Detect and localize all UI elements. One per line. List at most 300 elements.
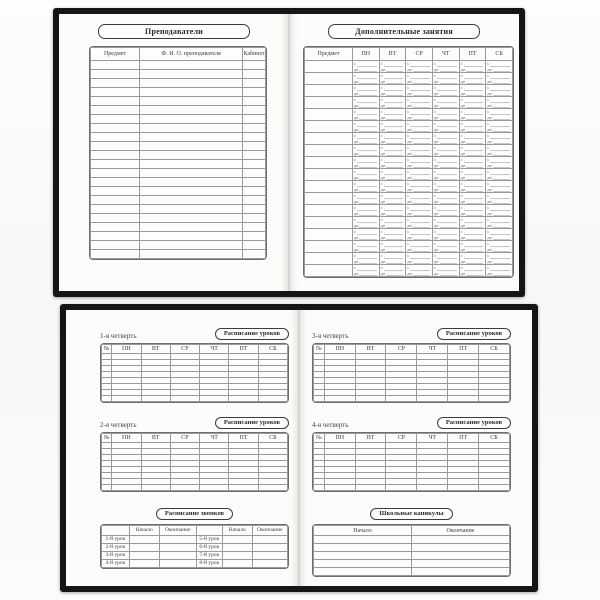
day-time-cell: [406, 85, 433, 97]
empty-cell: [140, 142, 243, 151]
empty-cell: [243, 196, 266, 205]
time-write-in-line: [406, 151, 432, 157]
write-in-rule: [466, 71, 483, 72]
time-label: с: [433, 85, 436, 90]
quarter-4-section: [312, 417, 511, 492]
write-in-rule: [493, 263, 510, 264]
write-in-rule: [359, 227, 376, 228]
day-time-cell: [432, 241, 459, 253]
empty-cell: [140, 79, 243, 88]
write-in-rule: [359, 203, 376, 204]
write-in-rule: [410, 210, 430, 211]
time-write-in-line: [380, 109, 406, 115]
day-time-cell: [432, 181, 459, 193]
write-in-rule: [493, 107, 510, 108]
time-write-in-line: [353, 103, 379, 109]
time-label: с: [407, 85, 410, 90]
time-write-in-line: [433, 97, 459, 103]
time-label: с: [433, 193, 436, 198]
table-row: [91, 223, 266, 232]
day-time-cell: [406, 253, 433, 265]
empty-cell: [243, 160, 266, 169]
time-write-in-line: [406, 271, 432, 277]
empty-cell: [412, 536, 510, 544]
holidays-title-box: [312, 502, 511, 520]
time-write-in-line: [406, 67, 432, 73]
empty-cell: [140, 133, 243, 142]
time-label: с: [460, 253, 463, 258]
write-in-rule: [464, 66, 484, 67]
write-in-rule: [384, 222, 404, 223]
empty-cell: [91, 142, 140, 151]
quarter-2-table: [101, 433, 288, 491]
day-time-cell: [379, 133, 406, 145]
time-write-in-line: [460, 265, 486, 271]
day-time-cell: [406, 241, 433, 253]
column-header: Начало: [129, 526, 159, 536]
empty-cell: [91, 79, 140, 88]
write-in-rule: [493, 131, 510, 132]
time-write-in-line: [460, 139, 486, 145]
time-label: до: [353, 234, 359, 240]
time-label: с: [487, 253, 490, 258]
time-write-in-line: [406, 79, 432, 85]
time-label: с: [380, 85, 383, 90]
write-in-rule: [410, 186, 430, 187]
extra-classes-title-box: [328, 24, 480, 39]
time-write-in-line: [460, 61, 486, 67]
write-in-rule: [357, 162, 377, 163]
time-label: до: [380, 66, 386, 72]
time-label: до: [380, 198, 386, 204]
empty-cell: [355, 485, 386, 491]
write-in-rule: [490, 138, 510, 139]
time-write-in-line: [486, 169, 512, 175]
empty-cell: [91, 241, 140, 250]
empty-cell: [140, 214, 243, 223]
time-write-in-line: [353, 115, 379, 121]
table-row: [102, 552, 288, 560]
write-in-rule: [437, 198, 457, 199]
time-write-in-line: [433, 163, 459, 169]
empty-cell: [252, 552, 287, 560]
time-label: с: [353, 109, 356, 114]
empty-cell: [159, 544, 196, 552]
time-label: до: [487, 198, 492, 204]
time-write-in-line: [406, 133, 432, 139]
lesson-label-cell: 5-й урок: [196, 536, 222, 544]
time-label: до: [407, 138, 412, 144]
write-in-rule: [466, 215, 483, 216]
time-label: с: [460, 181, 463, 186]
empty-cell: [305, 145, 353, 157]
column-header: СБ: [479, 345, 510, 354]
time-write-in-line: [353, 127, 379, 133]
write-in-rule: [490, 258, 510, 259]
write-in-rule: [493, 191, 510, 192]
empty-cell: [243, 70, 266, 79]
day-time-cell: [352, 109, 379, 121]
time-label: до: [353, 162, 359, 168]
time-label: с: [380, 217, 383, 222]
time-write-in-line: [353, 175, 379, 181]
write-in-rule: [359, 251, 376, 252]
time-write-in-line: [433, 127, 459, 133]
empty-cell: [91, 88, 140, 97]
table-row: [305, 205, 513, 217]
time-label: с: [433, 169, 436, 174]
empty-cell: [91, 133, 140, 142]
empty-cell: [102, 396, 112, 402]
column-header: СБ: [486, 48, 513, 61]
time-write-in-line: [433, 85, 459, 91]
table-row: [305, 241, 513, 253]
time-label: с: [460, 193, 463, 198]
time-write-in-line: [433, 169, 459, 175]
column-header: Ф. И. О. преподавателя: [140, 48, 243, 61]
day-time-cell: [406, 73, 433, 85]
time-label: с: [353, 145, 356, 150]
write-in-rule: [386, 107, 403, 108]
time-label: с: [380, 169, 383, 174]
time-write-in-line: [486, 271, 512, 277]
empty-cell: [140, 196, 243, 205]
write-in-rule: [464, 114, 484, 115]
time-label: до: [460, 210, 466, 216]
write-in-rule: [384, 234, 404, 235]
write-in-rule: [384, 162, 404, 163]
write-in-rule: [464, 174, 484, 175]
day-time-cell: [379, 109, 406, 121]
empty-cell: [129, 552, 159, 560]
time-write-in-line: [380, 199, 406, 205]
time-label: с: [380, 145, 383, 150]
header-row: [102, 434, 288, 443]
day-time-cell: [406, 181, 433, 193]
write-in-rule: [464, 270, 484, 271]
time-write-in-line: [486, 157, 512, 163]
empty-cell: [243, 169, 266, 178]
time-write-in-line: [460, 97, 486, 103]
day-time-cell: [459, 217, 486, 229]
day-time-cell: [379, 97, 406, 109]
time-label: до: [460, 270, 466, 276]
time-label: с: [433, 217, 436, 222]
time-label: с: [433, 133, 436, 138]
write-in-rule: [384, 138, 404, 139]
time-label: с: [380, 193, 383, 198]
empty-cell: [305, 193, 353, 205]
lesson-label-cell: 4-й урок: [102, 560, 130, 568]
time-write-in-line: [486, 187, 512, 193]
empty-cell: [140, 241, 243, 250]
day-time-cell: [459, 205, 486, 217]
column-header: ПН: [352, 48, 379, 61]
write-in-rule: [490, 78, 510, 79]
time-write-in-line: [433, 91, 459, 97]
day-time-cell: [486, 181, 513, 193]
time-write-in-line: [486, 139, 512, 145]
write-in-rule: [490, 102, 510, 103]
time-label: до: [433, 162, 439, 168]
time-label: до: [380, 210, 386, 216]
time-label: с: [407, 73, 410, 78]
extra-classes-table-wrap: [303, 46, 514, 278]
write-in-rule: [359, 239, 376, 240]
time-label: до: [433, 138, 439, 144]
empty-cell: [412, 560, 510, 568]
write-in-rule: [437, 150, 457, 151]
column-header: ПТ: [229, 345, 258, 354]
write-in-rule: [386, 71, 403, 72]
write-in-rule: [440, 215, 457, 216]
time-label: до: [380, 270, 386, 276]
day-time-cell: [432, 229, 459, 241]
day-time-cell: [352, 97, 379, 109]
empty-cell: [222, 544, 252, 552]
table-row: [305, 97, 513, 109]
extra-classes-table: [304, 47, 513, 277]
quarter-3-table: [313, 344, 510, 402]
empty-cell: [448, 485, 479, 491]
empty-cell: [91, 61, 140, 70]
day-time-cell: [406, 97, 433, 109]
write-in-rule: [440, 203, 457, 204]
time-write-in-line: [380, 139, 406, 145]
day-time-cell: [486, 229, 513, 241]
write-in-rule: [493, 239, 510, 240]
time-write-in-line: [353, 235, 379, 241]
lesson-label-cell: 1-й урок: [102, 536, 130, 544]
time-label: до: [487, 78, 492, 84]
time-label: с: [460, 241, 463, 246]
time-write-in-line: [433, 121, 459, 127]
day-time-cell: [486, 193, 513, 205]
time-label: до: [407, 222, 412, 228]
time-write-in-line: [486, 127, 512, 133]
empty-cell: [252, 560, 287, 568]
empty-cell: [91, 196, 140, 205]
column-header: ПТ: [459, 48, 486, 61]
time-label: с: [460, 109, 463, 114]
day-time-cell: [486, 241, 513, 253]
time-write-in-line: [353, 229, 379, 235]
column-header: ВТ: [141, 345, 170, 354]
empty-cell: [140, 115, 243, 124]
write-in-rule: [357, 246, 377, 247]
day-time-cell: [406, 229, 433, 241]
write-in-rule: [359, 83, 376, 84]
time-write-in-line: [460, 247, 486, 253]
book-spine: [281, 14, 297, 291]
time-write-in-line: [486, 133, 512, 139]
empty-cell: [243, 61, 266, 70]
empty-cell: [140, 97, 243, 106]
time-label: с: [487, 73, 490, 78]
write-in-rule: [493, 143, 510, 144]
day-time-cell: [379, 181, 406, 193]
day-time-cell: [459, 73, 486, 85]
write-in-rule: [466, 227, 483, 228]
day-time-cell: [406, 145, 433, 157]
day-time-cell: [406, 265, 433, 277]
empty-cell: [305, 97, 353, 109]
empty-cell: [129, 560, 159, 568]
write-in-rule: [410, 198, 430, 199]
time-label: до: [407, 126, 412, 132]
write-in-rule: [410, 162, 430, 163]
time-write-in-line: [406, 211, 432, 217]
empty-cell: [170, 485, 199, 491]
quarter-4-table: [313, 433, 510, 491]
day-time-cell: [459, 193, 486, 205]
day-time-cell: [486, 97, 513, 109]
time-write-in-line: [380, 169, 406, 175]
time-write-in-line: [406, 259, 432, 265]
write-in-rule: [413, 131, 430, 132]
time-label: с: [460, 169, 463, 174]
day-time-cell: [432, 265, 459, 277]
day-time-cell: [486, 133, 513, 145]
write-in-rule: [386, 239, 403, 240]
table-row: [91, 169, 266, 178]
time-label: до: [353, 258, 359, 264]
empty-cell: [243, 178, 266, 187]
write-in-rule: [357, 90, 377, 91]
time-write-in-line: [433, 187, 459, 193]
time-write-in-line: [486, 91, 512, 97]
header-row: [305, 48, 513, 61]
table-row: [305, 193, 513, 205]
table-row: [91, 151, 266, 160]
write-in-rule: [386, 131, 403, 132]
empty-cell: [412, 544, 510, 552]
time-label: до: [487, 210, 492, 216]
write-in-rule: [413, 119, 430, 120]
time-label: до: [407, 210, 412, 216]
write-in-rule: [440, 107, 457, 108]
day-time-cell: [352, 265, 379, 277]
write-in-rule: [464, 102, 484, 103]
time-label: до: [487, 66, 492, 72]
column-header: Окончание: [159, 526, 196, 536]
schedule-page-right: [299, 310, 532, 586]
time-label: с: [487, 109, 490, 114]
column-header: Начало: [222, 526, 252, 536]
table-row: [305, 253, 513, 265]
time-label: до: [433, 66, 439, 72]
time-label: до: [433, 258, 439, 264]
write-in-rule: [359, 167, 376, 168]
write-in-rule: [493, 251, 510, 252]
write-in-rule: [466, 251, 483, 252]
time-label: до: [353, 78, 359, 84]
write-in-rule: [440, 119, 457, 120]
time-write-in-line: [380, 115, 406, 121]
empty-cell: [305, 157, 353, 169]
time-write-in-line: [406, 85, 432, 91]
write-in-rule: [440, 71, 457, 72]
column-header: Окончание: [252, 526, 287, 536]
time-write-in-line: [433, 271, 459, 277]
empty-cell: [229, 485, 258, 491]
write-in-rule: [493, 203, 510, 204]
empty-cell: [412, 568, 510, 576]
write-in-rule: [437, 174, 457, 175]
day-time-cell: [379, 73, 406, 85]
write-in-rule: [413, 227, 430, 228]
time-write-in-line: [460, 109, 486, 115]
time-write-in-line: [353, 91, 379, 97]
time-write-in-line: [460, 157, 486, 163]
empty-cell: [314, 536, 412, 544]
time-write-in-line: [353, 187, 379, 193]
write-in-rule: [466, 179, 483, 180]
write-in-rule: [464, 234, 484, 235]
write-in-rule: [466, 239, 483, 240]
time-label: с: [433, 109, 436, 114]
day-time-cell: [352, 157, 379, 169]
day-time-cell: [406, 205, 433, 217]
time-write-in-line: [406, 169, 432, 175]
day-time-cell: [352, 61, 379, 73]
time-write-in-line: [460, 217, 486, 223]
time-label: с: [380, 241, 383, 246]
time-write-in-line: [353, 133, 379, 139]
time-label: с: [460, 145, 463, 150]
time-label: с: [407, 181, 410, 186]
time-write-in-line: [486, 61, 512, 67]
write-in-rule: [357, 258, 377, 259]
time-label: до: [353, 270, 359, 276]
day-time-cell: [486, 121, 513, 133]
write-in-rule: [384, 258, 404, 259]
empty-cell: [243, 124, 266, 133]
time-write-in-line: [433, 151, 459, 157]
time-write-in-line: [486, 265, 512, 271]
empty-cell: [258, 485, 287, 491]
time-write-in-line: [433, 217, 459, 223]
write-in-rule: [437, 114, 457, 115]
time-write-in-line: [406, 223, 432, 229]
write-in-rule: [359, 263, 376, 264]
bottom-spread-pages: [66, 310, 532, 586]
time-label: с: [353, 241, 356, 246]
time-label: до: [407, 270, 412, 276]
write-in-rule: [384, 186, 404, 187]
time-label: с: [380, 253, 383, 258]
time-label: с: [380, 133, 383, 138]
empty-cell: [314, 568, 412, 576]
write-in-rule: [490, 270, 510, 271]
lessons-badge: Расписание уроков: [215, 417, 289, 429]
table-row: [102, 485, 288, 491]
time-label: до: [380, 114, 386, 120]
day-time-cell: [352, 121, 379, 133]
empty-cell: [243, 88, 266, 97]
write-in-rule: [359, 131, 376, 132]
time-write-in-line: [486, 193, 512, 199]
time-label: до: [353, 210, 359, 216]
time-write-in-line: [380, 133, 406, 139]
time-label: с: [407, 217, 410, 222]
write-in-rule: [410, 258, 430, 259]
write-in-rule: [437, 162, 457, 163]
write-in-rule: [357, 186, 377, 187]
holidays-table-wrap: [312, 524, 511, 577]
time-label: до: [353, 102, 359, 108]
time-label: до: [487, 246, 492, 252]
